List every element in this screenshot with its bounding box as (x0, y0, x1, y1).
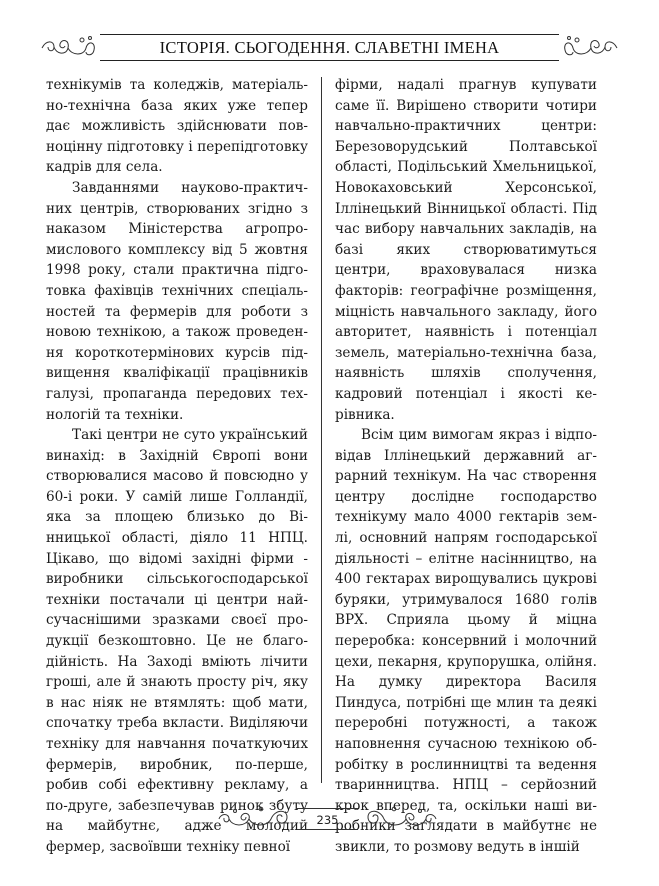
left-column (46, 75, 308, 858)
header-title: ІСТОРІЯ. СЬОГОДЕННЯ. СЛАВЕТНІ ІМЕНА (159, 38, 500, 57)
running-header (38, 30, 621, 64)
paragraph: Завданнями науково-практичних центрів, створюваних згідно з наказом Міністерства агропромислового комплексу від 5 жовтня 1998 року, стали практична підготовка фахівців технічних спеціальностей та фермерів для роботи з новою технікою, а також проведення короткотермінових курсів підвищення кваліфікації працівників галузі, пропаганда передових технологій та техніки. (46, 179, 308, 423)
paragraph: технікумів та коледжів, матеріально-технічна база яких уже тепер дає можливість здійснювати повноцінну підготовку і перепідготовку кадрів для села. (46, 77, 308, 176)
paragraph: фірми, надалі прагнув купувати саме її. Вирішено створити чотири навчально-практичних центри: Березоворудський Полтавської області, Подільський Хмельницької, Новокаховський Херсонської, Іллінецький Вінницької області. Під час вибору навчальних закладів, на базі яких створюватимуться центри, враховувалася низка факторів: географічне розміщення, міцність навчального закладу, його авторитет, наявність і потенціал земель, матеріально-технічна база, наявність шляхів сполучення, кадровий потенціал і якості керівника. (335, 77, 597, 423)
swirl-ornament-icon (38, 32, 98, 62)
column-divider (321, 77, 322, 783)
page-number-box (297, 808, 358, 830)
page-number: 235 (316, 813, 339, 827)
paragraph: Всім цим вимогам якраз і відповідав Іллінецький державний аграрний технікум. На час створення центру дослідне господарство технікуму мало 4000 гектарів землі, основний напрям господарської діяльності – елітне насінництво, на 400 гектарах вирощувались цукрові буряки, утримувалося 1680 голів ВРХ. Сприяла цьому й міцна переробка: консервний і молочний цехи, пекарня, крупорушка, олійня. На думку директора Василя Пиндуса, потрібні ще млин та деякі переробні потужності, а також наповнення сучасною технікою обробітку в рослинництві та ведення тваринництва. НПЦ – серйозний крок вперед, та, оскільки наші виробники заглядати в майбутнє не звикли, то розмову ведуть в іншій (335, 427, 597, 855)
swirl-ornament-icon (561, 32, 621, 62)
page-footer (215, 803, 440, 833)
swirl-ornament-icon (362, 803, 440, 831)
right-column (335, 75, 597, 858)
paragraph: Такі центри не суто український винахід: в Західній Європі вони створювалися масово й повсюдно у 60-і роки. У самій лише Голландії, яка за площею близько до Вінницької області, діяло 11 НПЦ. Цікаво, що відомі західні фірми - виробники сільськогосподарської техніки постачали ці центри найсучаснішими зразками своєї продукції безкоштовно. Це не благодійність. На Заході вміють лічити гроші, але й знають просту річ, яку в нас ніяк не втямлять: щоб мати, спочатку треба вкласти. Виділяючи техніку для навчання початкуючих фермерів, виробник, по-перше, робив собі ефективну рекламу, а по-друге, забезпечував ринок збуту на майбутнє, адже молодий фермер, засвоївши техніку певної (46, 427, 308, 855)
header-title-box (100, 34, 559, 61)
swirl-ornament-icon (215, 803, 293, 831)
